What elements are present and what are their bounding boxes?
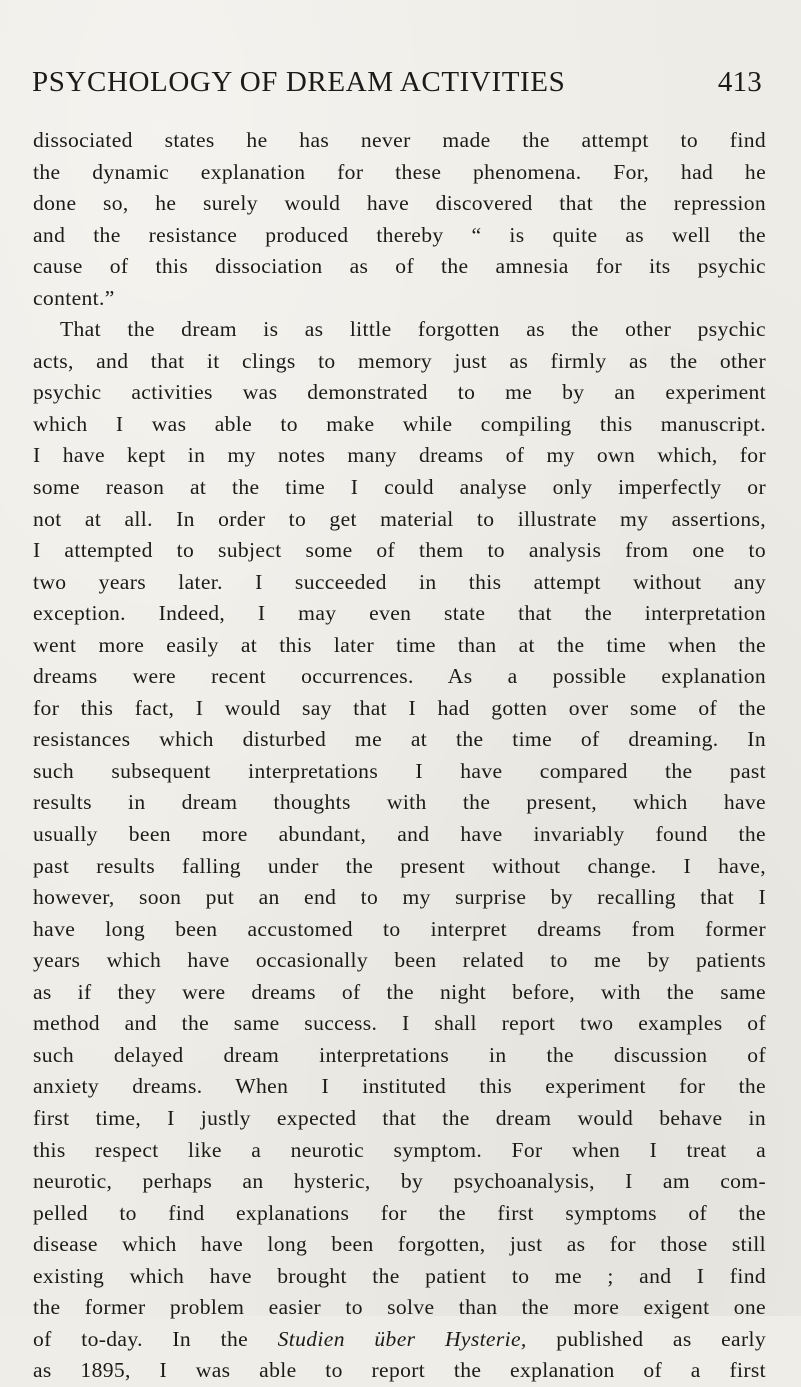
text-line: content.” [33, 285, 115, 310]
text-line: anxiety dreams. When I instituted this experiment for the [33, 1074, 766, 1099]
text-line-with-italic-title [33, 1324, 766, 1356]
text-line: some reason at the time I could analyse only imperfectly or [33, 475, 766, 500]
text-line: such delayed dream interpretations in the discussion of [33, 1042, 766, 1067]
line-text-before-title: of to-day. In the [33, 1326, 249, 1351]
text-line: the former problem easier to solve than the more exigent one [33, 1295, 766, 1320]
text-line: and the resistance produced thereby “ is quite as well the [33, 222, 766, 247]
text-line: two years later. I succeeded in this attempt without any [33, 569, 766, 594]
text-line: first time, I justly expected that the dream would behave in [33, 1105, 766, 1130]
text-line: went more easily at this later time than at the time when the [33, 632, 766, 657]
text-line: however, soon put an end to my surprise by recalling that I [33, 885, 766, 910]
text-line: not at all. In order to get material to illustrate my assertions, [33, 506, 766, 531]
text-line: as 1895, I was able to report the explanation of a first [33, 1358, 766, 1383]
line-text-after-title: published as early [556, 1326, 766, 1351]
paragraph-start-line: That the dream is as little forgotten as the other psychic [60, 317, 766, 342]
text-line: existing which have brought the patient to me ; and I find [33, 1263, 766, 1288]
text-line: I attempted to subject some of them to analysis from one to [33, 538, 766, 563]
text-line: have long been accustomed to interpret dreams from former [33, 916, 766, 941]
italic-book-title: Studien über Hysterie, [277, 1326, 527, 1351]
text-line: dreams were recent occurrences. As a possible explanation [33, 664, 766, 689]
page-number: 413 [717, 66, 762, 98]
text-line: I have kept in my notes many dreams of my own which, for [33, 443, 766, 468]
text-line: pelled to find explanations for the first symptoms of the [33, 1200, 766, 1225]
text-line: years which have occasionally been related to me by patients [33, 948, 766, 973]
text-line: which I was able to make while compiling this manuscript. [33, 411, 766, 436]
text-line: neurotic, perhaps an hysteric, by psychoanalysis, I am com- [33, 1169, 766, 1194]
text-line: done so, he surely would have discovered that the repression [33, 191, 766, 216]
text-line: the dynamic explanation for these phenomena. For, had he [33, 159, 766, 184]
text-line: such subsequent interpretations I have compared the past [33, 758, 766, 783]
running-head-title: PSYCHOLOGY OF DREAM ACTIVITIES [32, 66, 566, 98]
text-line: dissociated states he has never made the attempt to find [33, 128, 766, 152]
text-line: exception. Indeed, I may even state that the interpretation [33, 601, 766, 626]
text-line: this respect like a neurotic symptom. For when I treat a [33, 1137, 766, 1162]
text-line: acts, and that it clings to memory just as firmly as the other [33, 348, 766, 373]
text-line: results in dream thoughts with the present, which have [33, 790, 766, 815]
text-line: for this fact, I would say that I had gotten over some of the [33, 695, 766, 720]
text-line: past results falling under the present without change. I have, [33, 853, 766, 878]
body-text [33, 125, 766, 1387]
text-line: cause of this dissociation as of the amnesia for its psychic [33, 254, 766, 279]
running-head [32, 66, 762, 106]
text-line: as if they were dreams of the night before, with the same [33, 979, 766, 1004]
text-line: disease which have long been forgotten, just as for those still [33, 1232, 766, 1257]
text-line: resistances which disturbed me at the time of dreaming. In [33, 727, 766, 752]
text-line: psychic activities was demonstrated to me by an experiment [33, 380, 766, 405]
text-line: method and the same success. I shall report two examples of [33, 1011, 766, 1036]
text-line: usually been more abundant, and have invariably found the [33, 822, 766, 847]
